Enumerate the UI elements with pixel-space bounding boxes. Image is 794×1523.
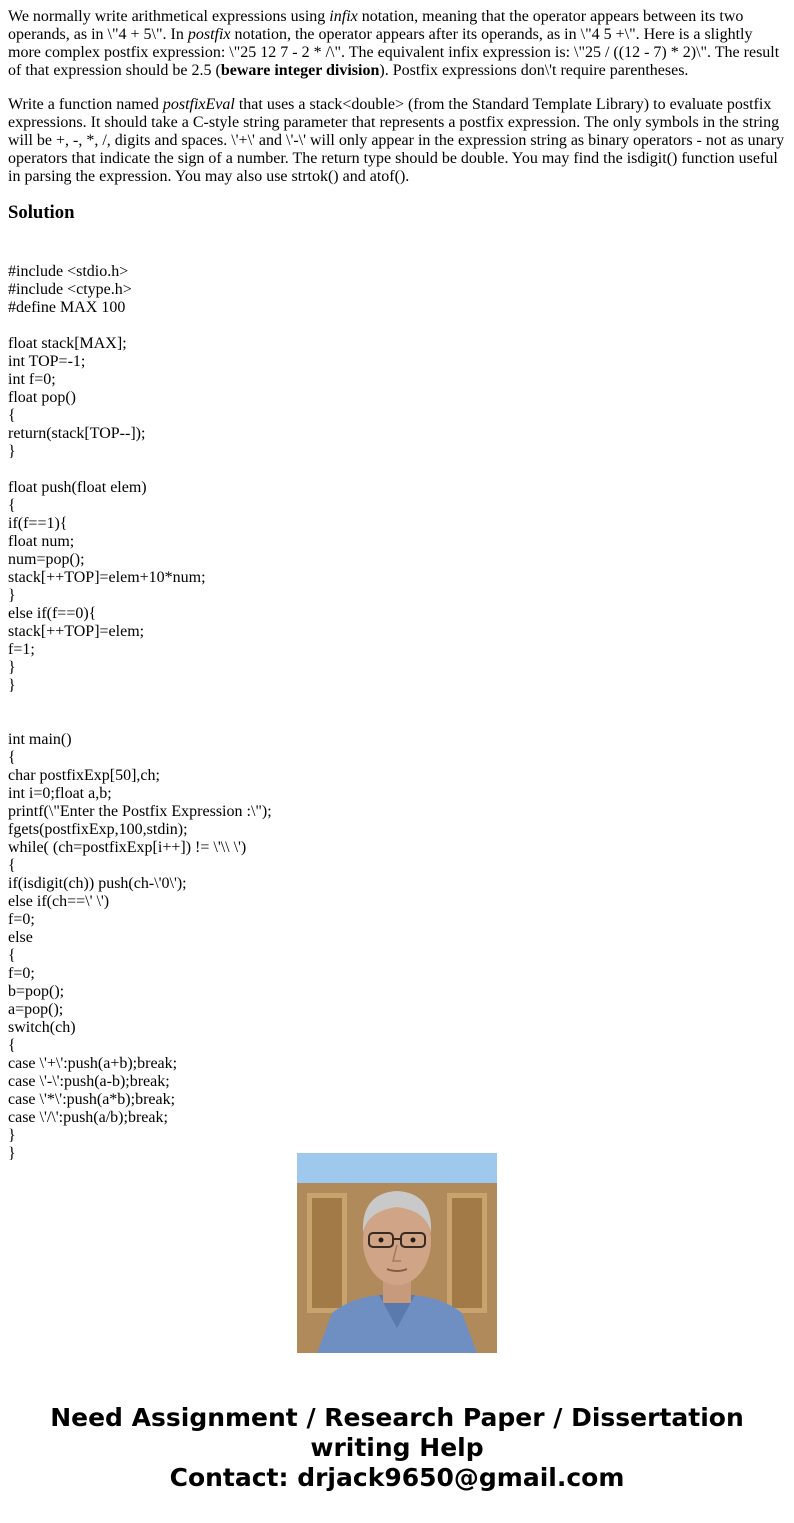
p2-text-1: Write a function named [8,96,163,113]
question-paragraph-2 [8,96,786,186]
code-line: case \'/\':push(a/b);break; [8,1109,168,1126]
p1-text-1: We normally write arithmetical expressions using [8,8,330,25]
question-paragraph-1 [8,8,786,80]
code-line: while( (ch=postfixExp[i++]) != \'\\ \') [8,839,247,856]
p2-text-2: that uses a stack<double> (from the Standard Template Library) to evaluate postfix expressions. It should take a C-style string parameter that represents a postfix expression. The only symbols in the string will be +, -, *, /, digits and spaces. \'+\' and \'-\' will only appear in the expression string as binary operators - not as unary operators that indicate the sign of a number. The return type should be double. You may find the isdigit() function useful in parsing the expression. You may also use strtok() and atof(). [8,96,785,185]
code-line: fgets(postfixExp,100,stdin); [8,821,188,838]
code-line: a=pop(); [8,1001,64,1018]
code-line: { [8,857,16,874]
code-line: printf(\"Enter the Postfix Expression :\"); [8,803,272,820]
code-line: int f=0; [8,371,56,388]
code-line: if(isdigit(ch)) push(ch-\'0\'); [8,875,187,892]
p1-infix-term: infix [329,8,358,25]
solution-code [8,236,786,1162]
promo-banner [0,1403,794,1493]
code-line [8,695,786,713]
code-line: #define MAX 100 [8,299,126,316]
code-line: num=pop(); [8,551,85,568]
code-line: #include <stdio.h> [8,263,129,280]
code-line: else if(ch==\' \') [8,893,110,910]
code-line: { [8,497,16,514]
code-line: case \'*\':push(a*b);break; [8,1091,176,1108]
code-line: f=0; [8,965,35,982]
code-line: case \'-\':push(a-b);break; [8,1073,170,1090]
author-avatar [297,1153,497,1353]
code-line: stack[++TOP]=elem+10*num; [8,569,206,586]
code-line: } [8,677,16,694]
code-line: char postfixExp[50],ch; [8,767,160,784]
p1-text-2: notation, meaning that the operator appears between its two operands, as in \"4 + 5\". In [8,8,744,43]
code-line: b=pop(); [8,983,65,1000]
solution-heading: Solution [8,202,75,223]
code-line: stack[++TOP]=elem; [8,623,145,640]
code-line: } [8,1145,16,1162]
p1-text-4: ). Postfix expressions don\'t require parentheses. [379,62,689,79]
promo-line-2: writing Help [310,1433,484,1462]
promo-contact: Contact: drjack9650@gmail.com [169,1463,625,1492]
code-line: f=1; [8,641,35,658]
code-line: f=0; [8,911,35,928]
code-line: } [8,443,16,460]
code-line: else [8,929,33,946]
p1-warning-bold: beware integer division [220,62,380,79]
code-line: else if(f==0){ [8,605,97,622]
code-line: float num; [8,533,75,550]
code-line: } [8,587,16,604]
code-line: if(f==1){ [8,515,68,532]
author-photo-icon [297,1153,497,1353]
code-line: int main() [8,731,72,748]
code-line: { [8,407,16,424]
code-line: } [8,1127,16,1144]
code-line: float push(float elem) [8,479,147,496]
p1-text-3: notation, the operator appears after its operands, as in \"4 5 +\". Here is a slightly more complex postfix expression: \"25 12 7 - 2 * /\". The equivalent infix expression is: \"25 / ((12 - 7) * 2)\". The result of that expression should be 2.5 ( [8,26,780,79]
code-line: switch(ch) [8,1019,76,1036]
code-line [8,461,786,479]
code-line [8,317,786,335]
code-line: int i=0;float a,b; [8,785,112,802]
code-line: } [8,659,16,676]
code-line: { [8,749,16,766]
code-line: #include <ctype.h> [8,281,132,298]
code-top-spacer [8,236,786,263]
code-line: float stack[MAX]; [8,335,127,352]
code-line: { [8,1037,16,1054]
code-lines [8,263,786,1163]
code-line: float pop() [8,389,76,406]
code-line: { [8,947,16,964]
p2-function-name: postfixEval [162,96,235,113]
promo-line-1: Need Assignment / Research Paper / Dissertation [50,1403,744,1432]
code-line: case \'+\':push(a+b);break; [8,1055,178,1072]
question-content [8,8,786,224]
code-line [8,713,786,731]
code-line: int TOP=-1; [8,353,86,370]
p1-postfix-term: postfix [187,26,231,43]
code-line: return(stack[TOP--]); [8,425,146,442]
